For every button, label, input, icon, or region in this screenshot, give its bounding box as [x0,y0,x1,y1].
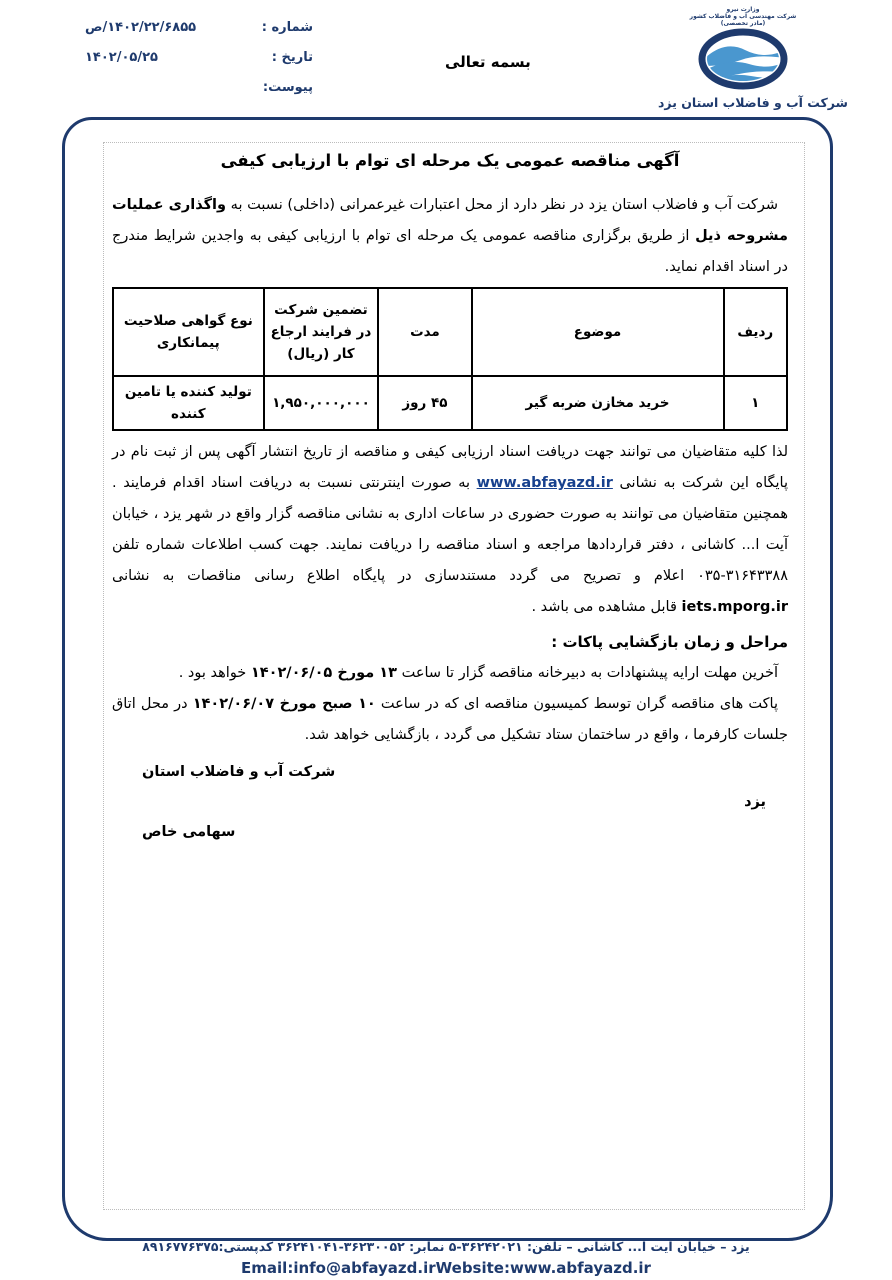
ref-date-label: تاریخ : [271,50,313,65]
cell-guarantee: ۱,۹۵۰,۰۰۰,۰۰۰ [264,376,379,430]
opening-paragraph [112,689,788,751]
deadline-paragraph [112,658,788,689]
besmellah-text: بسمه تعالی [445,53,531,71]
reference-block [85,20,313,110]
signature-city: یزد [744,794,766,810]
header-row-number: ردیف [724,288,788,376]
text-run: به صورت اینترنتی نسبت به دریافت اسناد اقدام فرمایند . همچنین متقاضیان می توانند به صورت حضوری در ساعات اداری به نشانی مناقصه گزار واقع در شهر یزد ، خیابان آیت ا... کاشانی ، دفتر قراردادها مراجعه و اسناد مناقصه را دریافت نمایند. جهت کسب اطلاعات شماره تلفن [112,475,788,553]
cell-subject: خرید مخازن ضربه گیر [472,376,724,430]
text-run: از طریق برگزاری مناقصه عمومی یک مرحله ای توام با ارزیابی کیفی به واجدین شرایط مندرج در اسناد اقدام نماید. [112,228,788,275]
tender-table [112,287,788,431]
text-run: واگذاری عملیات مشروحه ذیل [112,197,788,244]
water-waves-logo-icon [697,28,789,90]
text-run: شرکت آب و فاضلاب استان یزد در نظر دارد از محل اعتبارات غیرعمرانی (داخلی) نسبت به [226,197,778,213]
text-run: پاکت های مناقصه گران توسط کمیسیون مناقصه ای که در ساعت [375,696,778,712]
text-run: اعلام و تصریح می گردد مستندسازی در پایگاه اطلاع رسانی مناقصات به نشانی [112,568,698,584]
cell-row-number: ۱ [724,376,788,430]
footer-phone: ۵-۳۶۲۴۲۰۲۱ [448,1239,523,1254]
text-run: قابل مشاهده می باشد . [531,599,682,615]
text-run: خواهد بود . [178,665,251,681]
info-paragraph [112,437,788,623]
cell-duration: ۴۵ روز [378,376,471,430]
text-run: نمابر: [404,1239,449,1254]
footer-fax: ۳۶۲۴۱۰۴۱-۳۶۲۳۰۰۵۲ [277,1239,405,1254]
ref-number-label: شماره : [261,20,313,35]
header-subject: موضوع [472,288,724,376]
website-link[interactable]: www.abfayazd.ir [476,475,613,491]
logo-company-name: شرکت آب و فاضلاب استان یزد [658,95,848,110]
intro-paragraph [112,190,788,283]
text-run: ۱۳ مورخ ۱۴۰۲/۰۶/۰۵ [250,665,397,681]
footer-email-website: Email:info@abfayazd.irWebsite:www.abfayazd.ir [241,1259,651,1277]
ref-number-value: ۱۴۰۲/۲۲/۶۸۵۵/ص [85,20,197,35]
header-certificate: نوع گواهی صلاحیت پیمانکاری [113,288,264,376]
header-duration: مدت [378,288,471,376]
text-run: آخرین مهلت ارایه پیشنهادات به دبیرخانه مناقصه گزار تا ساعت [396,665,778,681]
table-row [113,376,787,430]
text-run: یزد – خیابان آیت ا... کاشانی – تلفن: [522,1239,750,1254]
signature-company: شرکت آب و فاضلاب استان [142,764,336,780]
company-logo-block [658,6,848,110]
ref-attachment-row [85,80,313,95]
ref-date-value: ۱۴۰۲/۰۵/۲۵ [85,50,158,65]
ref-date-row [85,50,313,65]
iets-site: iets.mporg.ir [681,599,788,615]
ref-number-row [85,20,313,35]
header-guarantee: تضمین شرکت در فرایند ارجاع کار (ریال) [264,288,379,376]
opening-section-heading: مراحل و زمان بازگشایی پاکات : [551,633,788,651]
text-run: لذا کلیه متقاضیان می توانند جهت دریافت اسناد ارزیابی کیفی و مناقصه از تاریخ انتشار آگهی پس از ثبت نام در پایگاه این شرکت به نشانی [112,444,788,491]
cell-certificate: تولید کننده یا تامین کننده [113,376,264,430]
signature-company-type: سهامی خاص [142,824,236,840]
logo-ministry-text: وزارت نیرو شرکت مهندسی آب و فاضلاب کشور (مادر تخصصی) [689,6,797,27]
phone-number: ۰۳۵-۳۱۶۴۳۳۸۸ [697,568,788,584]
document-body [112,146,788,847]
announcement-title: آگهی مناقصه عمومی یک مرحله ای توام با ارزیابی کیفی [220,151,680,170]
text-run: ۱۰ صبح مورخ ۱۴۰۲/۰۶/۰۷ [192,696,376,712]
text-run: در محل اتاق جلسات کارفرما ، واقع در ساختمان ستاد تشکیل می گردد ، بازگشایی خواهد شد. [112,696,788,743]
ref-attachment-label: پیوست: [262,80,313,95]
table-header-row [113,288,787,376]
footer-address [0,1239,892,1254]
text-run: کدپستی:۸۹۱۶۷۷۶۳۷۵ [142,1239,278,1254]
